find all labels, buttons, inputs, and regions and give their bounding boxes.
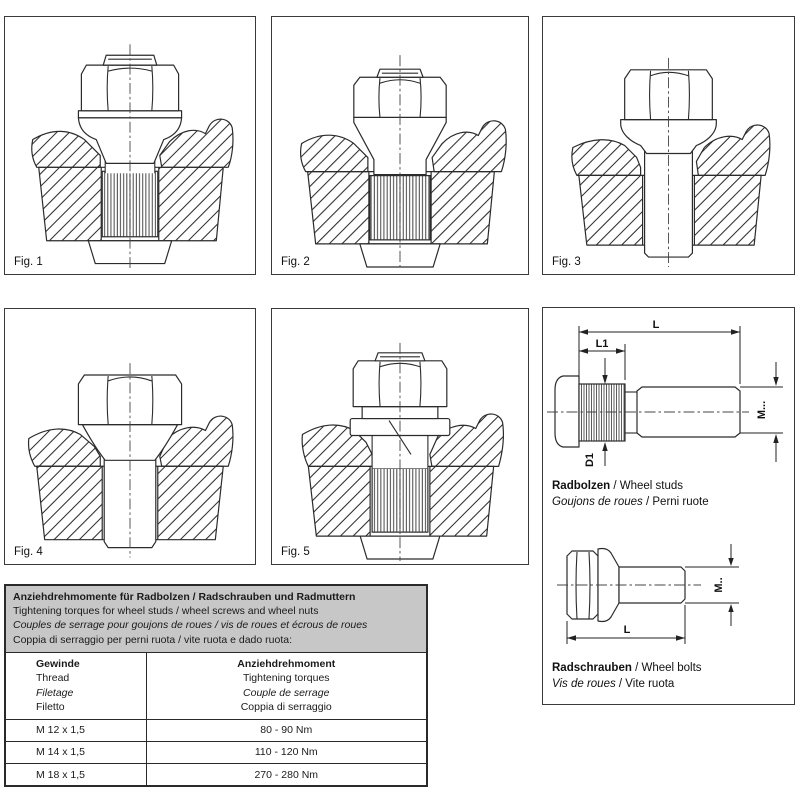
torque-row-m18 <box>6 763 426 785</box>
wheel-rim-section-left <box>572 140 641 176</box>
torque-header-line-de: Anziehdrehmomente für Radbolzen / Radschrauben und Radmuttern <box>13 591 356 603</box>
stud-knurl <box>579 384 625 441</box>
figure-1-panel <box>4 16 256 275</box>
wheel-stud-dimension-drawing <box>543 314 793 474</box>
torque-header-line-en: Tightening torques for wheel studs / wheel screws and wheel nuts <box>13 605 319 618</box>
wheel-bolt-caption: Radschrauben / Wheel bolts Vis de roues / Vite ruota <box>552 662 702 690</box>
torque-table-header-row <box>6 653 426 720</box>
torque-header-line-fr: Couples de serrage pour goujons de roues / vis de roues et écrous de roues <box>13 619 368 632</box>
thread-size-cell: M 18 x 1,5 <box>6 763 146 785</box>
dim-label-M: M... <box>756 400 768 420</box>
thread-size-cell: M 12 x 1,5 <box>6 719 146 741</box>
dim-label-L: L <box>652 319 660 331</box>
dimension-drawings-panel <box>542 307 795 705</box>
torque-header-line-it: Coppia di serraggio per perni ruota / vite ruota e dado ruota: <box>13 633 293 646</box>
stud-head <box>555 376 579 447</box>
wheel-stud-caption: Radbolzen / Wheel studs Goujons de roues / Perni ruote <box>552 480 709 508</box>
figure-3-panel <box>542 16 795 275</box>
dim-label-L1: L1 <box>595 338 609 350</box>
dim-label-D1: D1 <box>584 452 596 468</box>
fig2-stud-with-cone-nut-drawing <box>272 17 528 274</box>
figure-4-panel <box>4 308 256 565</box>
fig3-bolt-with-dome-washer-drawing <box>543 17 794 274</box>
torque-column-header: Anziehdrehmoment Tightening torques Couple de serrage Coppia di serraggio <box>146 653 426 720</box>
figure-2-panel <box>271 16 529 275</box>
fig5-stud-with-flat-washer-nut-drawing <box>272 309 528 564</box>
wheel-rim-section-left <box>301 135 368 171</box>
thread-size-cell: M 14 x 1,5 <box>6 741 146 763</box>
torque-value-cell: 80 - 90 Nm <box>146 719 426 741</box>
figure-2-label: Fig. 2 <box>281 256 310 268</box>
fig4-cone-seat-bolt-drawing <box>5 309 255 564</box>
fig1-stud-with-acorn-nut-drawing <box>5 17 255 274</box>
figure-5-label: Fig. 5 <box>281 546 310 558</box>
dim-label-M: M.. <box>713 577 725 593</box>
torque-value-cell: 110 - 120 Nm <box>146 741 426 763</box>
figure-5-panel <box>271 308 529 565</box>
wheel-bolt-dimension-drawing <box>543 540 793 650</box>
torque-row-m14 <box>6 741 426 763</box>
dim-label-L: L <box>623 624 631 636</box>
torque-row-m12 <box>6 719 426 741</box>
figure-4-label: Fig. 4 <box>14 546 43 558</box>
tightening-torque-panel <box>4 584 428 787</box>
thread-column-header: Gewinde Thread Filetage Filetto <box>6 653 146 720</box>
torque-panel-header <box>6 586 426 653</box>
figure-1-label: Fig. 1 <box>14 256 43 268</box>
figure-3-label: Fig. 3 <box>552 256 581 268</box>
torque-table <box>6 653 426 786</box>
torque-value-cell: 270 - 280 Nm <box>146 763 426 785</box>
